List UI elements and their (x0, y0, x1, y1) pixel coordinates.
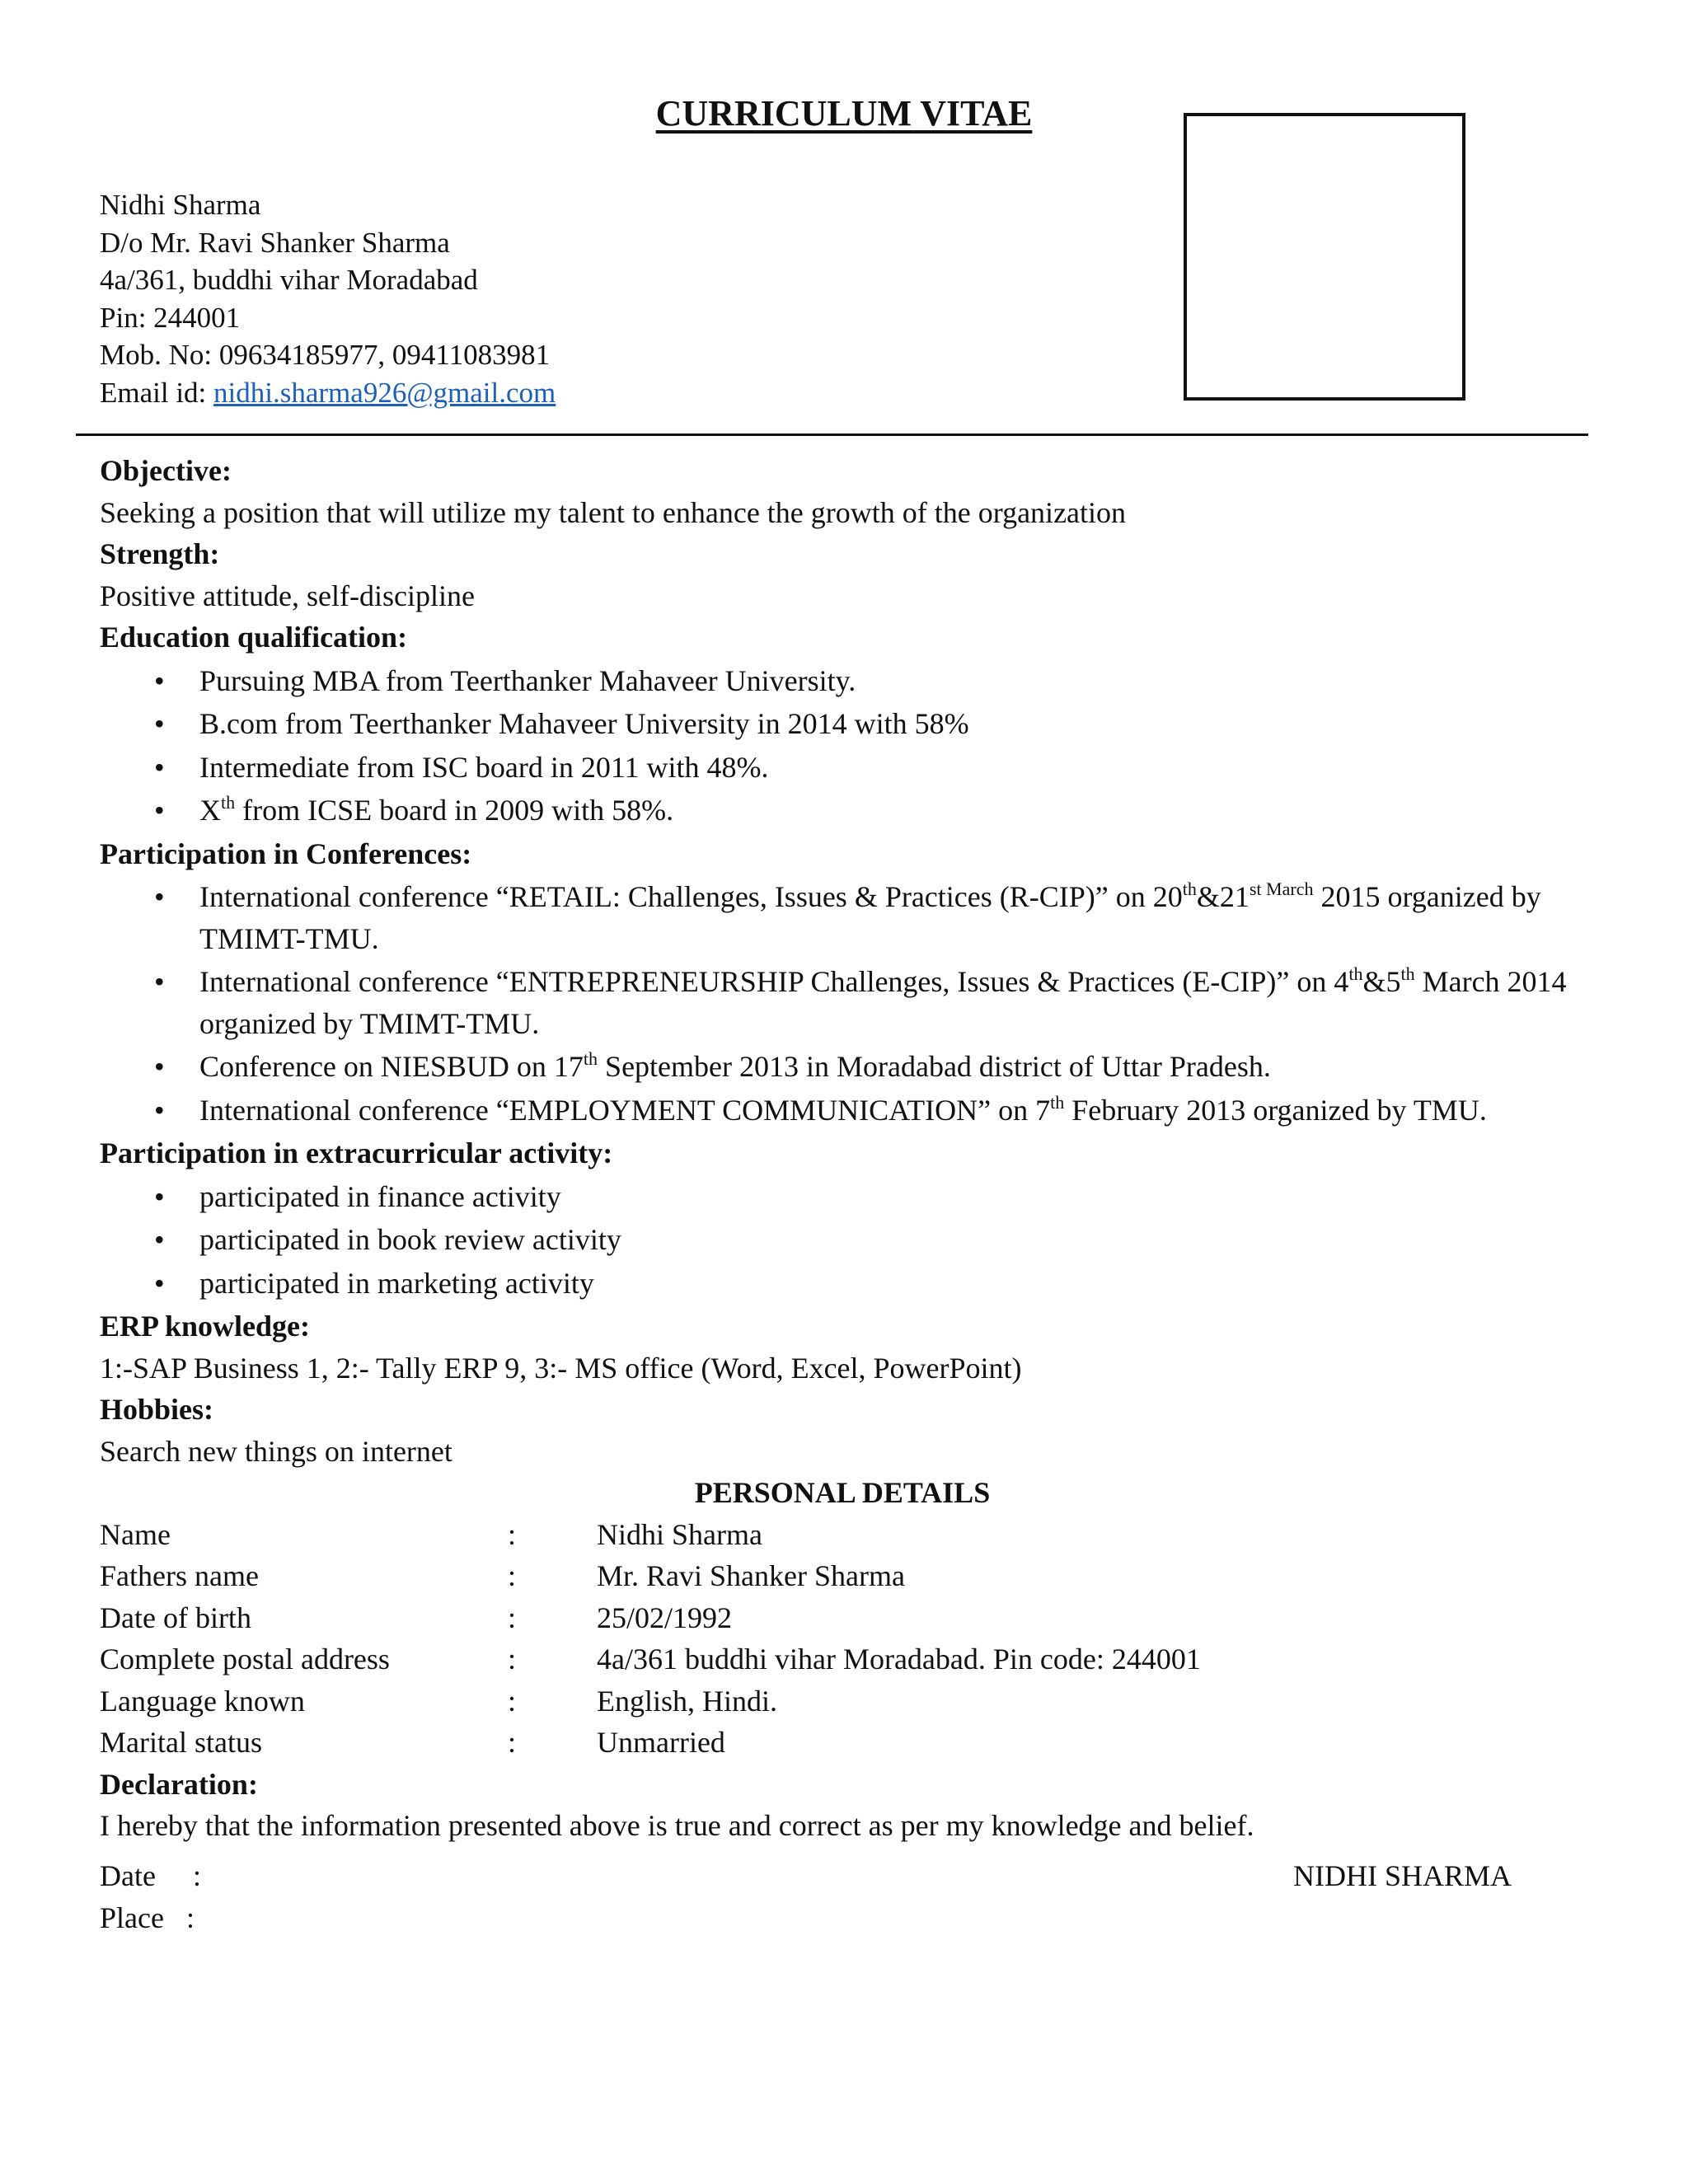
row-value: 25/02/1992 (597, 1601, 733, 1634)
contact-name: Nidhi Sharma (100, 189, 261, 221)
erp-heading: ERP knowledge: (100, 1310, 311, 1343)
strength-heading: Strength: (100, 537, 220, 570)
superscript: st March (1249, 879, 1314, 899)
personal-details-heading: PERSONAL DETAILS (694, 1476, 991, 1509)
item-text: International conference “RETAIL: Challenges, Issues & Practices (R-CIP)” on 20 (199, 880, 1183, 913)
education-heading: Education qualification: (100, 621, 408, 654)
table-row (100, 1597, 1567, 1639)
row-label: Marital status (100, 1726, 262, 1759)
item-text: &21 (1196, 880, 1250, 913)
row-separator: : (508, 1559, 517, 1592)
superscript: th (1348, 963, 1363, 984)
superscript: th (221, 792, 236, 813)
hobbies-heading: Hobbies: (100, 1393, 214, 1426)
superscript: th (583, 1048, 598, 1069)
personal-details-table (100, 1514, 1567, 1764)
superscript: th (1400, 963, 1415, 984)
row-value: 4a/361 buddhi vihar Moradabad. Pin code: 244001 (597, 1643, 1201, 1675)
superscript: th (1182, 879, 1197, 899)
row-value: English, Hindi. (597, 1684, 778, 1718)
hobbies-text: Search new things on internet (100, 1434, 452, 1468)
row-separator: : (508, 1726, 517, 1759)
list-item: • participated in finance activity (100, 1176, 1567, 1218)
table-row (100, 1680, 1567, 1722)
education-list (100, 660, 1567, 832)
item-text: Conference on NIESBUD on 17 (199, 1050, 584, 1083)
list-item (100, 790, 1567, 832)
row-label: Name (100, 1517, 171, 1551)
strength-text: Positive attitude, self-discipline (100, 579, 475, 612)
row-value: Mr. Ravi Shanker Sharma (597, 1559, 905, 1592)
list-item: • Intermediate from ISC board in 2011 with 48%. (100, 747, 1567, 789)
table-row (100, 1722, 1567, 1764)
cv-body (100, 450, 1567, 1979)
document-title: CURRICULUM VITAE (655, 93, 1033, 134)
header-divider (76, 434, 1588, 436)
item-text: International conference “EMPLOYMENT COMMUNICATION” on 7 (199, 1093, 1051, 1127)
photo-placeholder (1184, 113, 1465, 401)
item-text: March 2014 organized by TMIMT-TMU. (199, 965, 1567, 1040)
email-label: Email id: (100, 376, 214, 409)
item-text: 2015 organized by TMIMT-TMU. (199, 880, 1541, 955)
row-separator: : (508, 1517, 517, 1551)
table-row (100, 1514, 1567, 1556)
signature-block (100, 1855, 1567, 1979)
declaration-heading: Declaration: (100, 1767, 258, 1801)
conferences-list (100, 876, 1567, 1131)
table-row (100, 1555, 1567, 1597)
row-separator: : (508, 1684, 517, 1718)
list-item (100, 1090, 1567, 1132)
conferences-heading: Participation in Conferences: (100, 837, 472, 870)
superscript: th (1050, 1091, 1065, 1113)
list-item: • B.com from Teerthanker Mahaveer University in 2014 with 58% (100, 703, 1567, 745)
contact-pin: Pin: 244001 (100, 301, 241, 334)
table-row (100, 1638, 1567, 1680)
item-text: X (199, 794, 221, 827)
row-label: Date of birth (100, 1601, 251, 1634)
date-field: Date : (100, 1858, 201, 1892)
contact-parent: D/o Mr. Ravi Shanker Sharma (100, 226, 450, 259)
contact-mobile: Mob. No: 09634185977, 09411083981 (100, 339, 551, 371)
item-text: &5 (1362, 965, 1401, 998)
item-text: September 2013 in Moradabad district of Uttar Pradesh. (598, 1050, 1271, 1083)
row-separator: : (508, 1643, 517, 1675)
signature-name: NIDHI SHARMA (1293, 1858, 1512, 1892)
item-text: from ICSE board in 2009 with 58%. (235, 794, 674, 827)
row-value: Nidhi Sharma (597, 1517, 762, 1551)
list-item (100, 1046, 1567, 1088)
item-text: February 2013 organized by TMU. (1064, 1093, 1487, 1127)
item-text: International conference “ENTREPRENEURSHIP Challenges, Issues & Practices (E-CIP)” on 4 (199, 965, 1349, 998)
place-field: Place : (100, 1900, 195, 1934)
objective-text: Seeking a position that will utilize my talent to enhance the growth of the organization (100, 495, 1127, 529)
row-label: Language known (100, 1684, 305, 1718)
email-link[interactable]: nidhi.sharma926@gmail.com (213, 376, 556, 409)
row-label: Fathers name (100, 1559, 259, 1592)
contact-block (100, 186, 556, 411)
list-item (100, 876, 1567, 959)
list-item: • participated in marketing activity (100, 1263, 1567, 1305)
extracurricular-heading: Participation in extracurricular activity: (100, 1137, 613, 1169)
extracurricular-list (100, 1176, 1567, 1305)
contact-address: 4a/361, buddhi vihar Moradabad (100, 264, 478, 296)
list-item: • participated in book review activity (100, 1219, 1567, 1261)
objective-heading: Objective: (100, 454, 232, 487)
list-item: • Pursuing MBA from Teerthanker Mahaveer University. (100, 660, 1567, 702)
erp-text: 1:-SAP Business 1, 2:- Tally ERP 9, 3:- MS office (Word, Excel, PowerPoint) (100, 1351, 1022, 1385)
row-label: Complete postal address (100, 1643, 390, 1675)
list-item (100, 961, 1567, 1044)
declaration-text: I hereby that the information presented above is true and correct as per my knowledge and belief. (100, 1809, 1254, 1842)
row-value: Unmarried (597, 1726, 725, 1759)
contact-email-line (100, 374, 556, 412)
row-separator: : (508, 1601, 517, 1634)
